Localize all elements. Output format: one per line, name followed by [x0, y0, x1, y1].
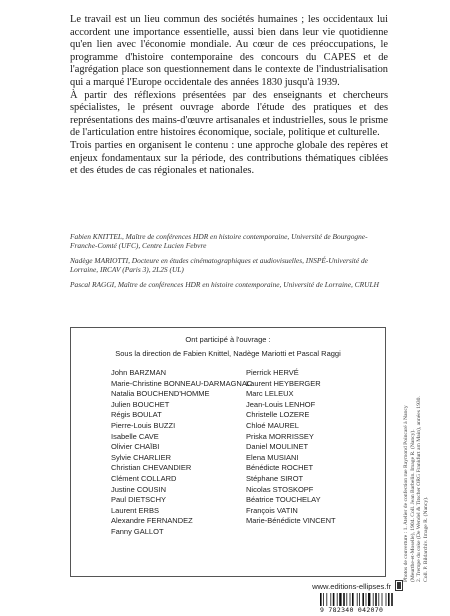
contributor-name: Stéphane SIROT — [246, 473, 304, 483]
contributor-name: Laurent HEYBERGER — [246, 378, 321, 388]
contributor-name: John BARZMAN — [111, 368, 167, 377]
contributor-name: Régis BOULAT — [111, 410, 162, 420]
credit-line: Photos de couverture : 1. Atelier de confection rue Raymond Poincaré à Nancy — [403, 405, 409, 582]
summary-paragraph-3: Trois parties en organisent le contenu : une approche globale des repères et enjeux fondamentaux sur la période, des contributions thématiques ciblées et des études de cas régionales et nationales. — [70, 139, 388, 177]
contributors-title: Ont participé à l'ouvrage : — [185, 335, 271, 344]
contributor-name: Marc LELEUX — [246, 389, 294, 399]
editor-entry: Nadège MARIOTTI, Docteure en études cinématographiques et audiovisuelles, INSPÉ-Université de Lorraine, IRCAV (Paris 3), 2L2S (UL) — [70, 255, 368, 275]
back-cover-summary — [70, 14, 388, 178]
contributor-name: Chloé MAUREL — [246, 420, 299, 430]
contributor-name: Clément COLLARD — [111, 473, 177, 483]
contributor-name: Justine COUSIN — [111, 484, 167, 494]
summary-paragraph-1: Le travail est un lieu commun des sociétés humaines ; les occidentaux lui accordent une importance essentielle, aussi bien dans leur vie quotidienne qu'en lien avec l'économie mondiale. Au cœur de ces préoccupations, le programme d'histoire contemporaine des concours du CAPES et de l'agrégation place son questionnement dans le contexte de l'industrialisation qui a marqué l'Europe occidentale des années 1830 jusqu'à 1939. — [70, 14, 388, 88]
contributor-name: Fanny GALLOT — [111, 526, 164, 536]
editors-list — [70, 232, 388, 294]
contributor-name: Laurent ERBS — [111, 505, 159, 515]
contributor-name: Pierrick HERVÉ — [246, 368, 299, 377]
contributor-name: Julien BOUCHET — [111, 399, 170, 409]
direction-line: Sous la direction de Fabien Knittel, Nadège Mariotti et Pascal Raggi — [115, 349, 341, 358]
contributors-left-column — [111, 368, 252, 538]
contributor-name: Natalia BOUCHEND'HOMME — [111, 389, 210, 399]
isbn-number: 9 782340 042070 — [320, 606, 405, 614]
editor-entry: Pascal RAGGI, Maître de conférences HDR en histoire contemporaine, Université de Lorraine, CRULH — [70, 279, 379, 289]
contributor-name: Alexandre FERNANDEZ — [111, 516, 193, 526]
summary-paragraph-2: À partir des réflexions présentées par des enseignants et chercheurs spécialistes, le présent ouvrage aborde l'étude des pratiques et des représentations des mains-d'œuvre artisanales et industrielles, sous le prisme de l'articulation entre histoires économique, sociale, politique et culturelle. — [70, 89, 388, 139]
contributor-name: Priska MORRISSEY — [246, 431, 314, 441]
credit-line: Coll. P. Bildarchiv. Image R. (Nancy). — [422, 496, 429, 582]
contributor-name: Sylvie CHARLIER — [111, 452, 172, 462]
contributor-name: Nicolas STOSKOPF — [246, 484, 314, 494]
contributor-name: Isabelle CAVE — [111, 431, 159, 441]
contributor-name: Marie-Bénédicte VINCENT — [246, 516, 336, 526]
credit-line: (Meurthe-et-Moselle), 1904. Coll. Jean Barbelin. Image R. (Nancy). — [409, 429, 416, 582]
ellipses-logo-icon — [395, 580, 403, 591]
contributor-name: Christelle LOZERE — [246, 410, 310, 420]
contributor-name: Paul DIETSCHY — [111, 495, 167, 505]
publisher-website[interactable]: www.editions-ellipses.fr — [312, 582, 391, 591]
contributor-name: Jean-Louis LENHOF — [246, 399, 316, 409]
contributors-box — [70, 327, 386, 577]
credit-line: 2. Trempe du coke (De Wendel & Titscher ORG Frankfurt am Main), années 1930. — [416, 396, 423, 582]
contributor-name: Béatrice TOUCHELAY — [246, 495, 321, 505]
contributor-name: Pierre-Louis BUZZI — [111, 420, 176, 430]
contributor-name: Marie-Christine BONNEAU-DARMAGNAC — [111, 378, 253, 388]
contributor-name: Christian CHEVANDIER — [111, 463, 192, 473]
editor-entry: Fabien KNITTEL, Maître de conférences HDR en histoire contemporaine, Université de Bourgogne-Franche-Comté (UFC), Centre Lucien Febvre — [70, 232, 368, 251]
contributor-name: Olivier CHAÏBI — [111, 442, 160, 452]
contributor-name: François VATIN — [246, 505, 298, 515]
contributor-name: Bénédicte ROCHET — [246, 463, 314, 473]
contributor-name: Elena MUSIANI — [246, 452, 299, 462]
contributors-right-column — [246, 368, 336, 527]
photo-credits — [403, 332, 429, 582]
contributor-name: Daniel MOULINET — [246, 442, 309, 452]
